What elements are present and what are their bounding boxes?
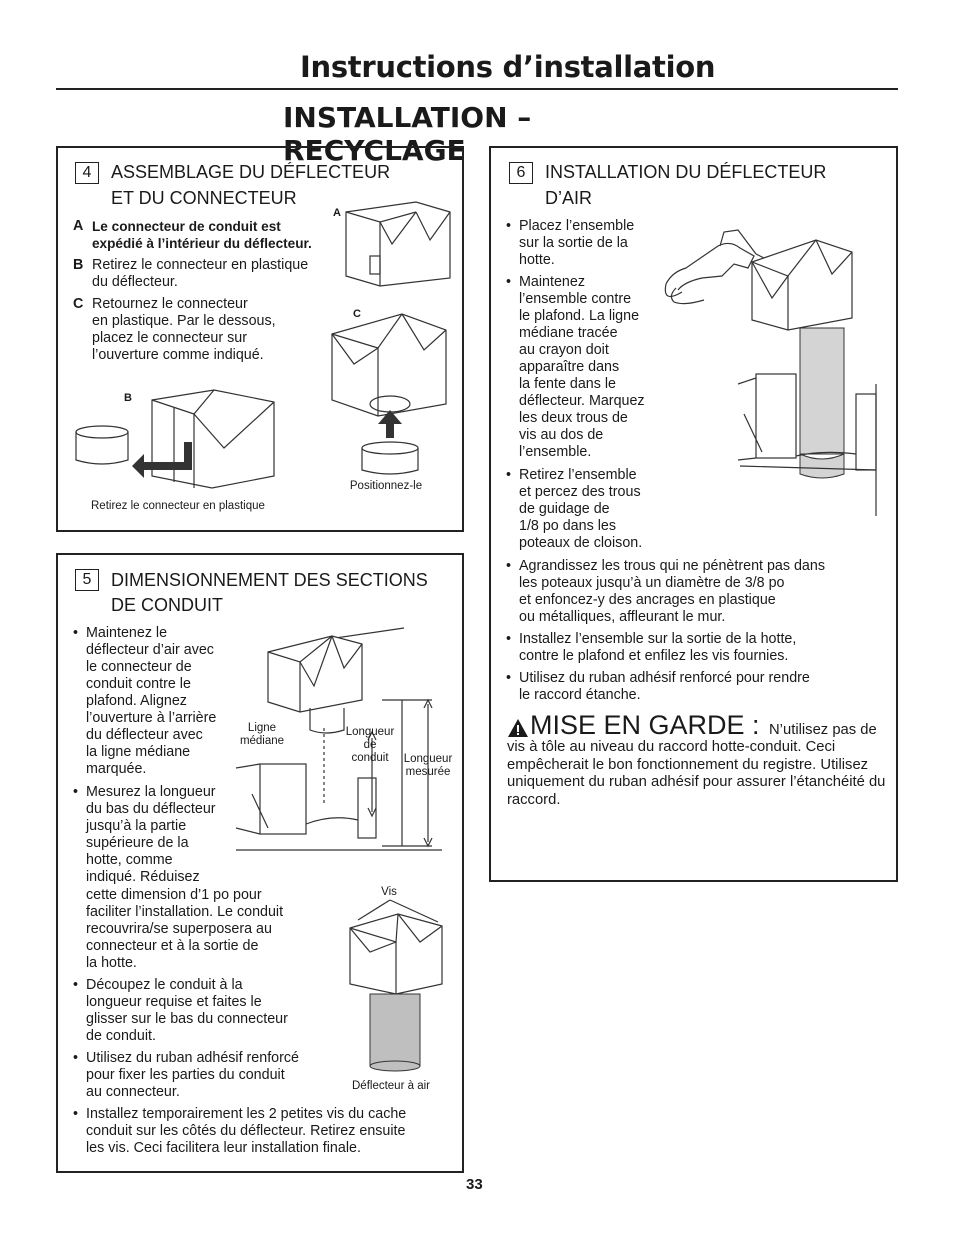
step-5-b2-line: faciliter l’installation. Le conduit [86, 904, 284, 920]
step-6-b2-line: les deux trous de [519, 410, 628, 426]
step-6-b3-line: Retirez l’ensemble [519, 467, 637, 483]
step-5-b1-line: l’ouverture à l’arrière [86, 710, 217, 726]
step-4-number: 4 [75, 162, 99, 184]
step-4-a-line2: expédié à l’intérieur du déflecteur. [92, 236, 312, 251]
step-5-bullet-3-dot: • [73, 977, 79, 993]
step-6-b3-line: et percez des trous [519, 484, 641, 500]
step-4-c-line1: Retournez le connecteur [92, 296, 248, 312]
step-5-bullet-2-dot: • [73, 784, 79, 800]
step-5-b1-line: déflecteur d’air avec [86, 642, 214, 658]
step-4-c-line3: placez le connecteur sur [92, 330, 247, 346]
step-6-b4-line: ou métalliques, affleurant le mur. [519, 609, 726, 625]
caption-positionnez: Positionnez-le [349, 480, 423, 492]
step-5-b5-line: les vis. Ceci facilitera leur installation finale. [86, 1140, 361, 1156]
figure-a-label: A [333, 207, 341, 219]
label-lm-line1: Longueur [403, 753, 453, 765]
label-ligne-line1: Ligne [247, 722, 277, 734]
step-5-b2-line: Mesurez la longueur [86, 784, 216, 800]
step-6-install-illustration [662, 224, 892, 520]
step-4-a-letter: A [73, 218, 84, 234]
step-6-b1-line: Placez l’ensemble [519, 218, 635, 234]
step-5-b2-line: connecteur et à la sortie de [86, 938, 259, 954]
label-longueur-mesuree [400, 753, 456, 779]
step-6-b2-line: l’ensemble. [519, 444, 592, 460]
label-ligne-mediane [236, 722, 288, 748]
step-5-b2-line: la hotte. [86, 955, 137, 971]
step-6-bullet-1-dot: • [506, 218, 512, 234]
label-lc-line2: de [363, 739, 377, 751]
step-5-b2-line: jusqu’à la partie [86, 818, 187, 834]
step-5-deflector-duct-illustration [348, 898, 448, 1076]
step-6-b2-line: apparaître dans [519, 359, 620, 375]
step-5-b1-line: du déflecteur avec [86, 727, 203, 743]
step-5-b4-line: Utilisez du ruban adhésif renforcé [86, 1050, 299, 1066]
step-5-b5-line: Installez temporairement les 2 petites vis du cache [86, 1106, 407, 1122]
caution-heading: MISE EN GARDE : [530, 710, 760, 740]
label-lc-line3: conduit [351, 752, 389, 764]
step-5-b1-line: le connecteur de [86, 659, 192, 675]
label-lc-line1: Longueur [345, 726, 395, 738]
step-6-bullet-2-dot: • [506, 274, 512, 290]
step-5-heading-line1: DIMENSIONNEMENT DES SECTIONS [111, 570, 428, 590]
step-5-b2-line: du bas du déflecteur [86, 801, 216, 817]
step-6-b3-line: de guidage de [519, 501, 610, 517]
step-5-b4-line: pour fixer les parties du conduit [86, 1067, 285, 1083]
step-5-b4-line: au connecteur. [86, 1084, 180, 1100]
step-5-bullet-1-dot: • [73, 625, 79, 641]
step-6-b2-line: au crayon doit [519, 342, 609, 358]
step-6-b2-line: déflecteur. Marquez [519, 393, 645, 409]
page-title: Instructions d’installation [300, 50, 716, 84]
step-6-b4-line: Agrandissez les trous qui ne pénètrent pas dans [519, 558, 825, 574]
step-5-b3-line: longueur requise et faites le [86, 994, 262, 1010]
step-5-b3-line: de conduit. [86, 1028, 156, 1044]
step-4-a-line1: Le connecteur de conduit est [92, 219, 281, 234]
step-6-b2-line: médiane tracée [519, 325, 618, 341]
step-6-b4-line: et enfoncez-y des ancrages en plastique [519, 592, 776, 608]
step-6-b4-line: les poteaux jusqu’à un diamètre de 3/8 po [519, 575, 785, 591]
step-5-b2-line: supérieure de la [86, 835, 189, 851]
step-5-b1-line: Maintenez le [86, 625, 168, 641]
step-6-b5-line: Installez l’ensemble sur la sortie de la hotte, [519, 631, 797, 647]
step-5-bullet-4-dot: • [73, 1050, 79, 1066]
step-5-b3-line: glisser sur le bas du connecteur [86, 1011, 288, 1027]
step-6-heading-line1: INSTALLATION DU DÉFLECTEUR [545, 162, 827, 182]
figure-a-deflector-illustration [344, 200, 454, 290]
step-5-b2-line: indiqué. Réduisez [86, 869, 200, 885]
step-4-heading-line2: ET DU CONNECTEUR [111, 188, 297, 208]
figure-c-illustration [328, 310, 458, 480]
step-6-heading-line2: D’AIR [545, 188, 593, 208]
step-5-b1-line: marquée. [86, 761, 147, 777]
step-6-b2-line: la fente dans le [519, 376, 616, 392]
step-6-b3-line: 1/8 po dans les [519, 518, 616, 534]
caption-retirez: Retirez le connecteur en plastique [91, 500, 265, 512]
figure-c-label: C [353, 308, 361, 320]
step-6-bullet-5-dot: • [506, 631, 512, 647]
section-title: INSTALLATION – RECYCLAGE [283, 101, 532, 167]
step-4-b-letter: B [73, 257, 84, 273]
step-5-b1-line: la ligne médiane [86, 744, 191, 760]
step-6-b6-line: le raccord étanche. [519, 687, 641, 703]
step-4-c-letter: C [73, 296, 84, 312]
step-6-bullet-4-dot: • [506, 558, 512, 574]
label-vis: Vis [381, 886, 397, 898]
step-5-b2-line: hotte, comme [86, 852, 173, 868]
step-5-number: 5 [75, 569, 99, 591]
step-4-c-line4: l’ouverture comme indiqué. [92, 347, 264, 363]
step-6-b2-line: le plafond. La ligne [519, 308, 640, 324]
step-5-b3-line: Découpez le conduit à la [86, 977, 243, 993]
step-6-b6-line: Utilisez du ruban adhésif renforcé pour rendre [519, 670, 810, 686]
label-ligne-line2: médiane [239, 735, 285, 747]
figure-b-illustration [74, 388, 294, 498]
step-6-b2-line: l’ensemble contre [519, 291, 632, 307]
step-6-b2-line: vis au dos de [519, 427, 604, 443]
step-5-b2-line: cette dimension d’1 po pour [86, 887, 262, 903]
step-4-heading-line1: ASSEMBLAGE DU DÉFLECTEUR [111, 162, 391, 182]
step-4-b-line2: du déflecteur. [92, 274, 178, 290]
label-longueur-conduit [342, 726, 398, 765]
step-4-b-line1: Retirez le connecteur en plastique [92, 257, 309, 273]
step-5-heading-line2: DE CONDUIT [111, 595, 223, 615]
step-6-bullet-6-dot: • [506, 670, 512, 686]
step-6-b1-line: sur la sortie de la [519, 235, 628, 251]
step-6-b3-line: poteaux de cloison. [519, 535, 643, 551]
figure-b-label: B [124, 392, 132, 404]
page-number: 33 [466, 1176, 483, 1193]
step-5-b1-line: conduit contre le [86, 676, 191, 692]
step-5-b5-line: conduit sur les côtés du déflecteur. Retirez ensuite [86, 1123, 406, 1139]
step-6-number: 6 [509, 162, 533, 184]
step-4-c-line2: en plastique. Par le dessous, [92, 313, 276, 329]
label-deflecteur-a-air: Déflecteur à air [352, 1080, 430, 1092]
step-5-b1-line: plafond. Alignez [86, 693, 187, 709]
step-5-b2-line: recouvrira/se superposera au [86, 921, 272, 937]
label-lm-line2: mesurée [405, 766, 451, 778]
step-6-b2-line: Maintenez [519, 274, 585, 290]
step-6-bullet-3-dot: • [506, 467, 512, 483]
title-rule [56, 88, 898, 90]
step-6-b5-line: contre le plafond et enfilez les vis fournies. [519, 648, 789, 664]
step-6-b1-line: hotte. [519, 252, 555, 268]
caution-body: N’utilisez pas de vis à tôle au niveau du raccord hotte-conduit. Ceci empêcherait le bon fonctionnement du registre. Utilisez uniquement du ruban adhésif pour assurer l’étanchéité du raccord. [507, 722, 886, 808]
step-5-bullet-5-dot: • [73, 1106, 79, 1122]
